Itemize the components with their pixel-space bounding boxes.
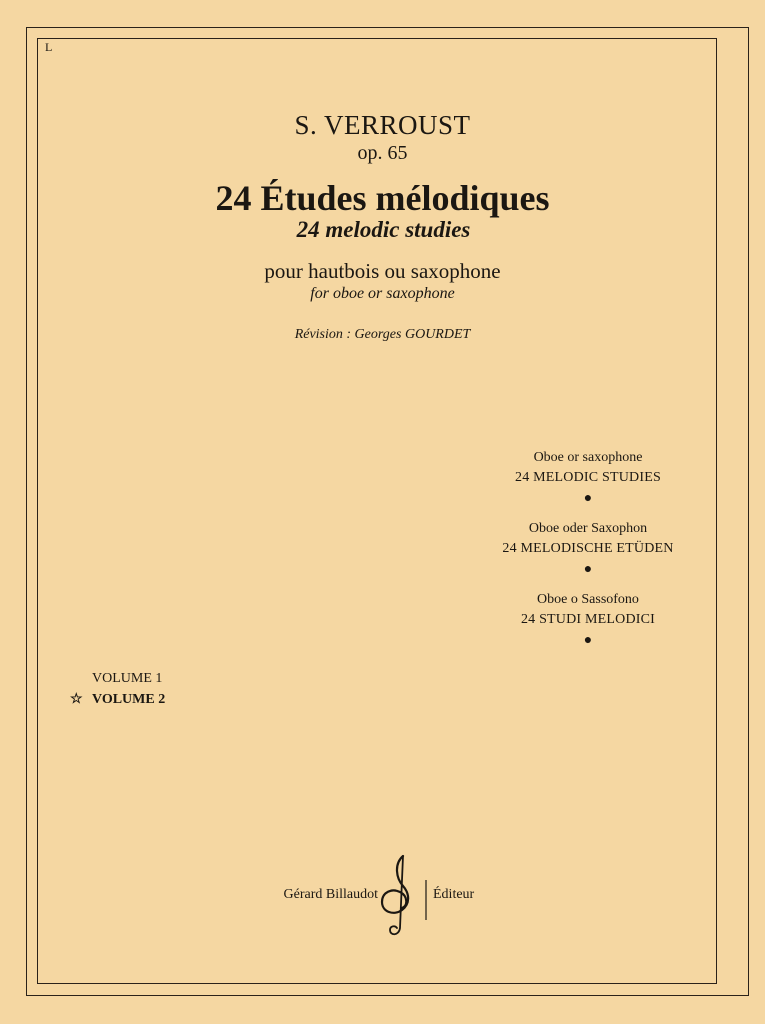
language-label: Oboe oder Saxophon	[528, 521, 648, 536]
revision-credit: Révision : Georges GOURDET	[294, 327, 471, 342]
publisher-name: Gérard Billaudot	[283, 887, 378, 902]
language-block-english	[471, 450, 705, 506]
language-title: 24 MELODIC STUDIES	[515, 470, 661, 485]
language-title: 24 MELODISCHE ETÜDEN	[502, 541, 674, 556]
instrument-english: for oboe or saxophone	[310, 285, 455, 302]
language-block-german	[471, 521, 705, 577]
treble-clef-logo-icon	[370, 850, 430, 940]
opus-number: op. 65	[357, 142, 408, 164]
volume-item-1	[70, 668, 165, 689]
language-label: Oboe or saxophone	[533, 450, 643, 465]
composer-name: S. VERROUST	[294, 110, 471, 140]
language-label: Oboe o Sassofono	[537, 592, 639, 607]
instrument-french: pour hautbois ou saxophone	[264, 259, 501, 283]
publisher-role: Éditeur	[433, 887, 475, 902]
page-title: 24 Études mélodiques	[215, 178, 550, 218]
star-icon: ☆	[70, 692, 83, 707]
language-title: 24 STUDI MELODICI	[520, 612, 656, 627]
volume-1-label: VOLUME 1	[92, 670, 163, 686]
volume-list	[70, 668, 165, 710]
page-subtitle: 24 melodic studies	[296, 217, 471, 242]
bullet-dot-icon: ●	[583, 633, 593, 648]
bullet-dot-icon: ●	[583, 562, 593, 577]
publisher-block	[0, 850, 765, 940]
volume-item-2	[70, 689, 165, 710]
volume-2-label: VOLUME 2	[92, 691, 166, 707]
bullet-dot-icon: ●	[583, 491, 593, 506]
language-block-italian	[471, 592, 705, 648]
corner-mark: L	[45, 40, 53, 54]
